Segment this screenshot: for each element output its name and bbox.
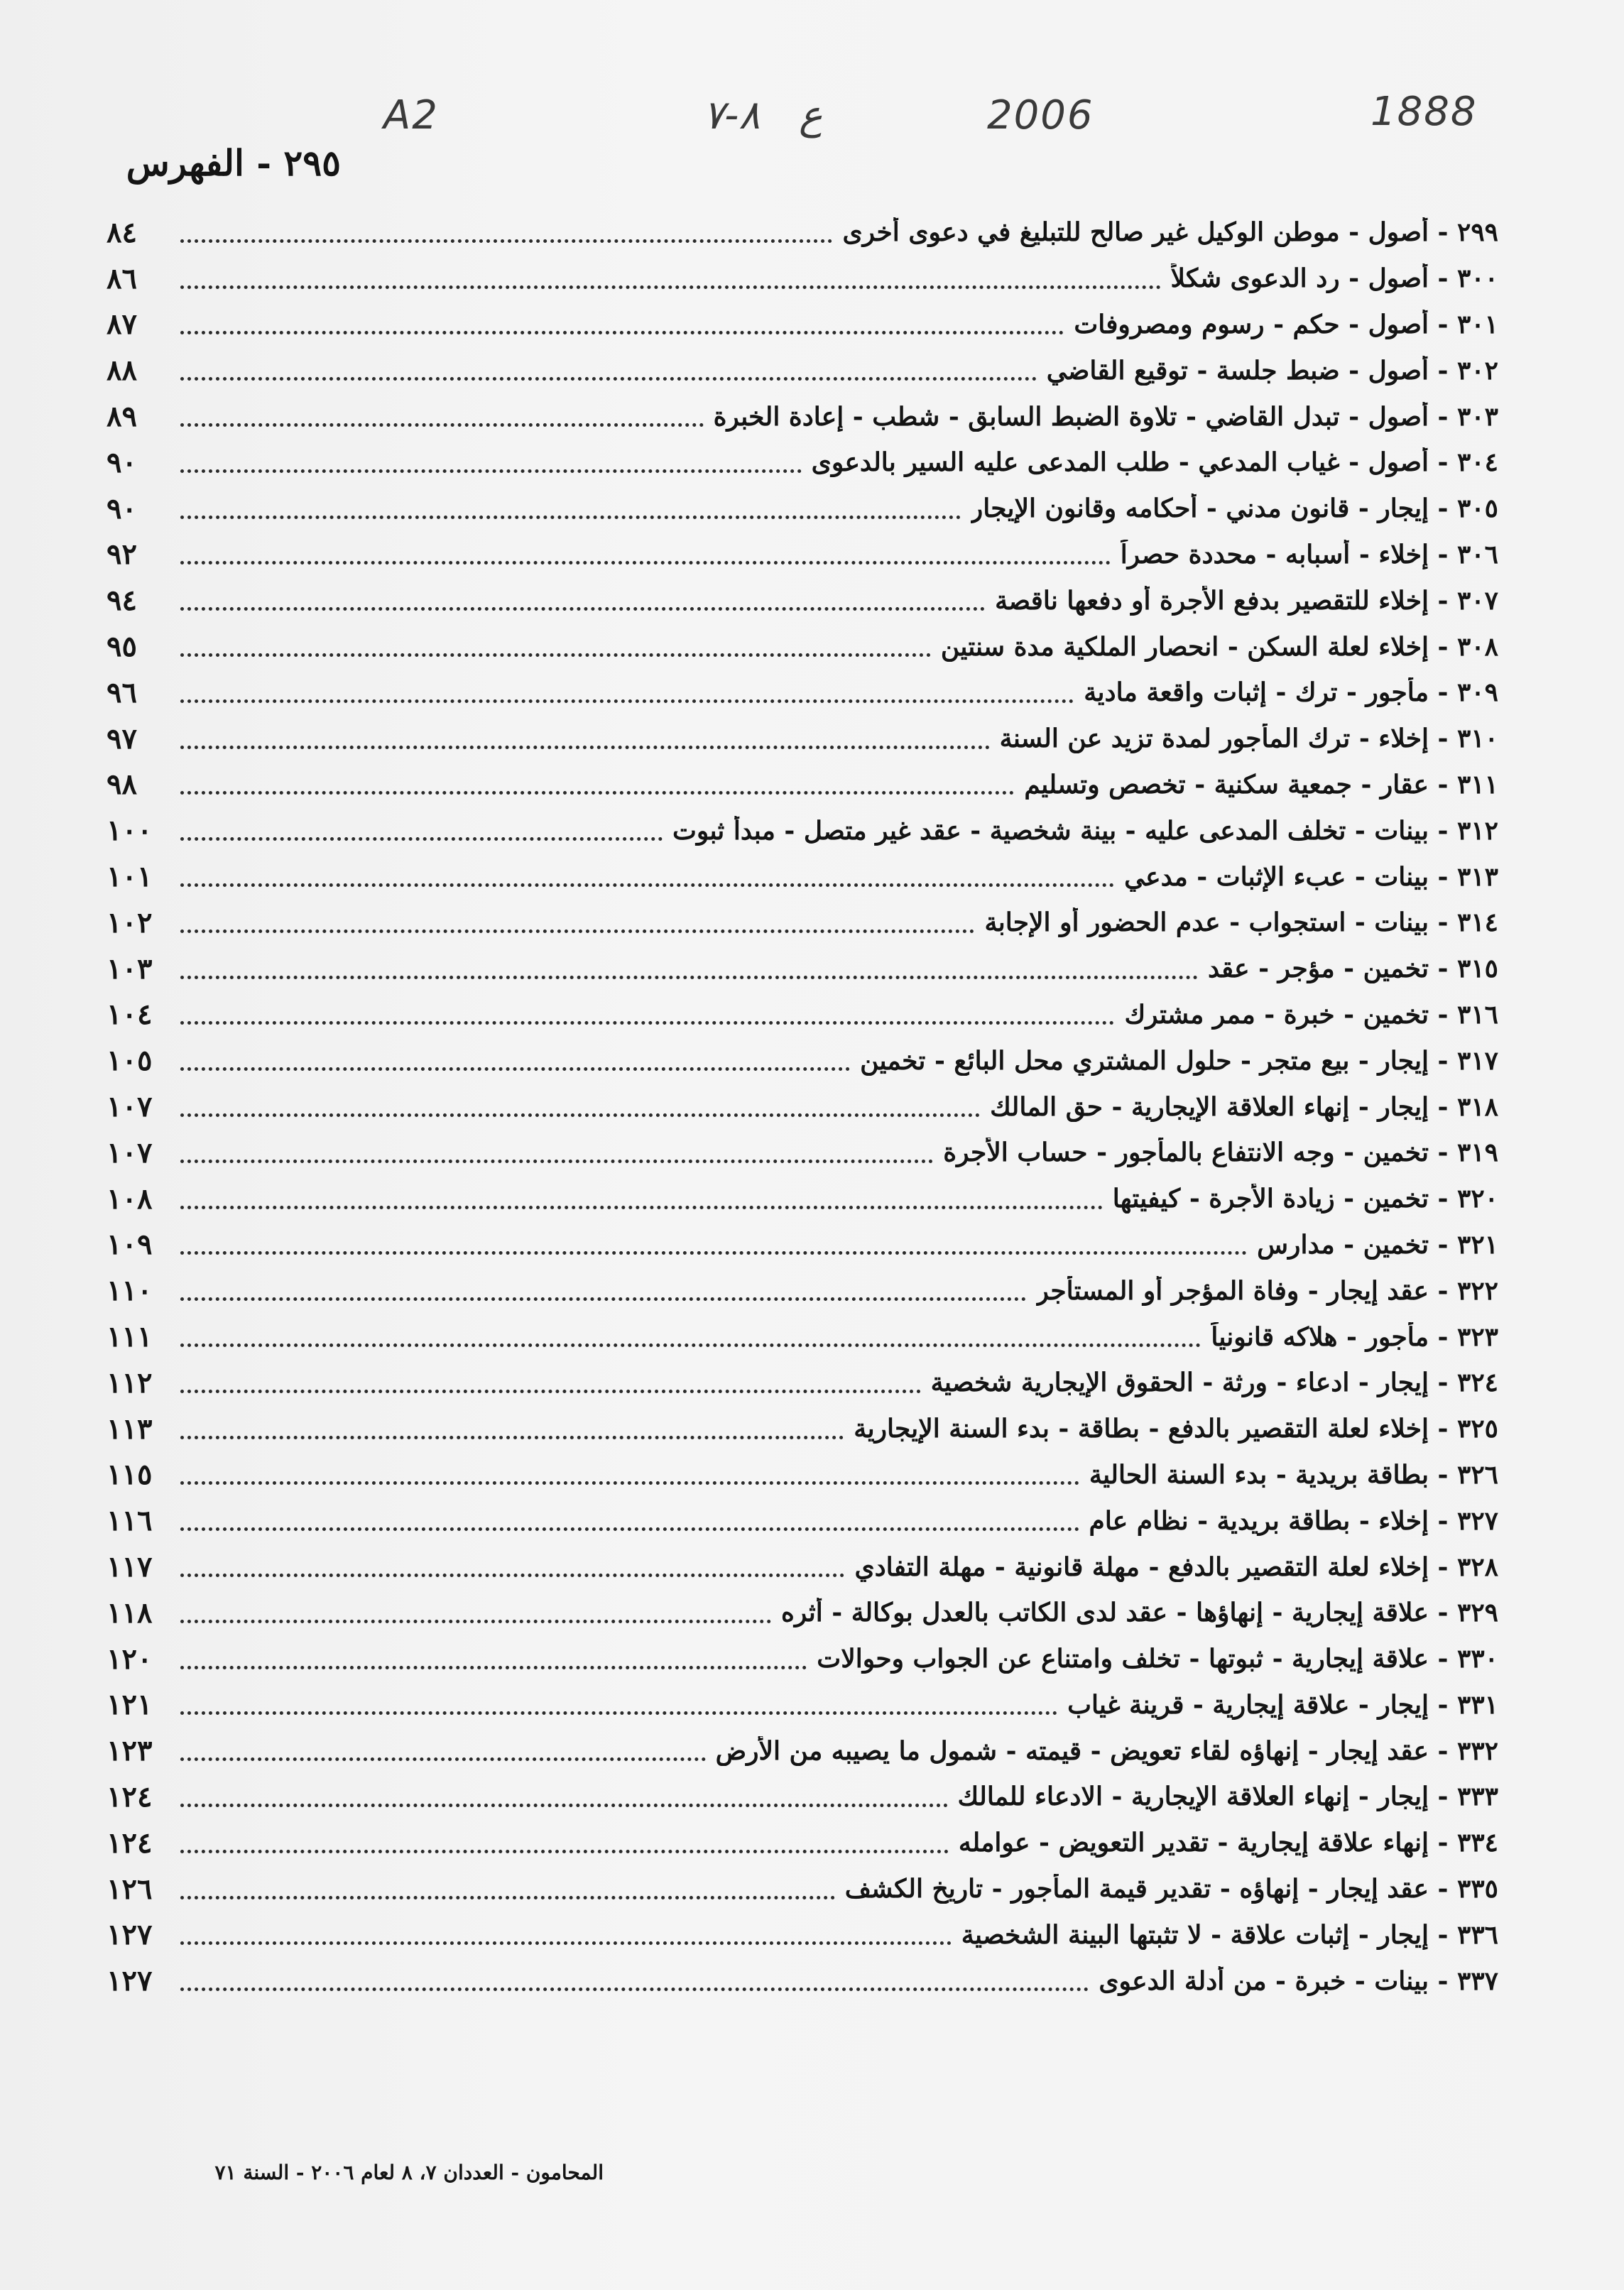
dot-leader — [180, 1732, 706, 1761]
dot-leader — [180, 1364, 921, 1393]
toc-page-number: ٩٠ — [107, 445, 137, 479]
handwritten-annotation: A2 — [383, 92, 439, 138]
toc-page-number: ٩٧ — [107, 721, 137, 756]
toc-page-number: ١٢٦ — [107, 1872, 153, 1906]
dot-leader — [180, 1686, 1057, 1715]
dot-leader — [180, 950, 1198, 979]
toc-entry-text: ٣٣٦ - إيجار - إثبات علاقة - لا تثبتها البينة الشخصية — [961, 1919, 1498, 1950]
toc-entry-text: ٣٣٣ - إيجار - إنهاء العلاقة الإيجارية - الادعاء للمالك — [957, 1782, 1498, 1812]
dot-leader — [180, 1180, 1103, 1209]
handwritten-annotation: ٨-٧ — [703, 92, 761, 138]
dot-leader — [180, 214, 832, 243]
toc-entry-text: ٣٢٢ - عقد إيجار - وفاة المؤجر أو المستأجر — [1036, 1275, 1498, 1306]
dot-leader — [180, 1594, 771, 1623]
dot-leader — [180, 582, 985, 611]
toc-entry — [107, 1084, 1498, 1130]
toc-entry-text: ٣٣١ - إيجار - علاقة إيجارية - قرينة غياب — [1067, 1689, 1498, 1720]
toc-entry-text: ٣١١ - عقار - جمعية سكنية - تخصص وتسليم — [1024, 769, 1498, 800]
toc-page-number: ١٢٤ — [107, 1826, 153, 1860]
toc-page-number: ١٢٧ — [107, 1918, 153, 1952]
page-header: ٢٩٥ - الفهرس — [126, 142, 341, 184]
toc-entry — [107, 209, 1498, 256]
toc-entry — [107, 946, 1498, 992]
toc-page-number: ١٢٣ — [107, 1734, 153, 1768]
toc-entry-text: ٣٠٨ - إخلاء لعلة السكن - انحصار الملكية مدة سنتين — [940, 631, 1498, 662]
toc-entry — [107, 762, 1498, 808]
toc-page-number: ١٢٤ — [107, 1779, 153, 1814]
toc-entry-text: ٣٣٠ - علاقة إيجارية - ثبوتها - تخلف وامتناع عن الجواب وحوالات — [817, 1644, 1498, 1674]
dot-leader — [180, 1640, 807, 1669]
dot-leader — [180, 765, 1014, 795]
toc-entry — [107, 1682, 1498, 1728]
toc-entry-text: ٣١٤ - بينات - استجواب - عدم الحضور أو الإجابة — [984, 907, 1498, 938]
toc-entry — [107, 440, 1498, 486]
toc-page-number: ١٠٥ — [107, 1044, 153, 1078]
toc-entry-text: ٣٢٩ - علاقة إيجارية - إنهاؤها - عقد لدى الكاتب بالعدل بوكالة - أثره — [781, 1598, 1498, 1628]
toc-entry — [107, 1912, 1498, 1958]
dot-leader — [180, 628, 931, 657]
toc-page-number: ١٠٨ — [107, 1182, 153, 1216]
dot-leader — [180, 1778, 948, 1807]
dot-leader — [180, 1088, 980, 1117]
dot-leader — [180, 1916, 952, 1945]
toc-page-number: ١٠٢ — [107, 905, 153, 939]
toc-entry-text: ٣٠٦ - إخلاء - أسبابه - محددة حصراً — [1120, 539, 1498, 569]
handwritten-annotation: 1888 — [1370, 89, 1478, 135]
toc-page-number: ١١٥ — [107, 1458, 153, 1492]
toc-entry — [107, 256, 1498, 302]
toc-entry — [107, 1544, 1498, 1590]
toc-entry-text: ٣١٦ - تخمين - خبرة - ممر مشترك — [1124, 999, 1498, 1030]
toc-entry — [107, 992, 1498, 1038]
dot-leader — [180, 1824, 949, 1853]
toc-entry — [107, 486, 1498, 532]
toc-entry-text: ٣٢٦ - بطاقة بريدية - بدء السنة الحالية — [1089, 1459, 1498, 1490]
toc-entry-text: ٢٩٩ - أصول - موطن الوكيل غير صالح للتبليغ في دعوى أخرى — [842, 217, 1498, 248]
toc-entry — [107, 716, 1498, 762]
toc-entry — [107, 532, 1498, 578]
toc-entry — [107, 1498, 1498, 1544]
toc-page-number: ١٠٣ — [107, 952, 153, 986]
toc-page-number: ٩٦ — [107, 675, 137, 709]
dot-leader — [180, 1502, 1079, 1531]
toc-entry-text: ٣٢٨ - إخلاء لعلة التقصير بالدفع - مهلة قانونية - مهلة التفادي — [854, 1552, 1498, 1582]
dot-leader — [180, 720, 990, 749]
toc-entry-text: ٣٣٤ - إنهاء علاقة إيجارية - تقدير التعويض - عوامله — [958, 1828, 1498, 1858]
toc-entry-text: ٣٢٧ - إخلاء - بطاقة بريدية - نظام عام — [1089, 1505, 1498, 1536]
dot-leader — [180, 1548, 844, 1577]
toc-page-number: ١٠٠ — [107, 814, 153, 848]
toc-entry-text: ٣٠٤ - أصول - غياب المدعي - طلب المدعى عليه السير بالدعوى — [811, 447, 1498, 478]
toc-page-number: ٨٩ — [107, 400, 137, 434]
toc-page-number: ٩٢ — [107, 538, 137, 572]
toc-entry — [107, 1774, 1498, 1820]
toc-page-number: ١١٣ — [107, 1412, 153, 1446]
toc-entry — [107, 623, 1498, 670]
toc-entry — [107, 347, 1498, 393]
handwritten-annotation: ع — [799, 92, 823, 138]
toc-entry — [107, 1728, 1498, 1774]
toc-entry — [107, 670, 1498, 716]
toc-entry — [107, 1636, 1498, 1682]
toc-entry — [107, 1176, 1498, 1222]
toc-page-number: ٩٤ — [107, 584, 137, 618]
dot-leader — [180, 996, 1114, 1025]
toc-entry — [107, 1222, 1498, 1268]
toc-entry-text: ٣٠٠ - أصول - رد الدعوى شكلاً — [1170, 263, 1498, 294]
toc-page-number: ١١٢ — [107, 1365, 153, 1400]
toc-entry — [107, 302, 1498, 348]
toc-entry — [107, 1452, 1498, 1498]
table-of-contents — [107, 209, 1498, 2004]
toc-page-number: ٨٤ — [107, 215, 137, 249]
dot-leader — [180, 1226, 1247, 1255]
dot-leader — [180, 398, 704, 427]
toc-page-number: ١١٨ — [107, 1596, 153, 1630]
toc-entry — [107, 854, 1498, 900]
toc-entry — [107, 393, 1498, 440]
dot-leader — [180, 444, 802, 473]
dot-leader — [180, 351, 1037, 381]
dot-leader — [180, 490, 961, 519]
toc-entry-text: ٣١٥ - تخمين - مؤجر - عقد — [1208, 954, 1498, 984]
toc-entry — [107, 1820, 1498, 1866]
dot-leader — [180, 1134, 933, 1163]
dot-leader — [180, 535, 1111, 565]
toc-entry — [107, 1314, 1498, 1360]
dot-leader — [180, 305, 1064, 334]
toc-entry-text: ٣٠١ - أصول - حكم - رسوم ومصروفات — [1074, 309, 1498, 339]
toc-entry-text: ٣١٨ - إيجار - إنهاء العلاقة الإيجارية - حق المالك — [990, 1091, 1498, 1122]
page-footer: المحامون - العددان ٧، ٨ لعام ٢٠٠٦ - السنة ٧١ — [214, 2161, 604, 2184]
toc-page-number: ١١٠ — [107, 1274, 153, 1308]
toc-entry-text: ٣٠٥ - إيجار - قانون مدني - أحكامه وقانون الإيجار — [970, 494, 1498, 524]
toc-entry-text: ٣٣٢ - عقد إيجار - إنهاؤه لقاء تعويض - قيمته - شمول ما يصيبه من الأرض — [715, 1735, 1498, 1766]
dot-leader — [180, 858, 1114, 887]
toc-page-number: ٨٦ — [107, 261, 137, 295]
toc-entry — [107, 1866, 1498, 1912]
toc-entry — [107, 1590, 1498, 1636]
dot-leader — [180, 674, 1074, 703]
dot-leader — [180, 260, 1161, 289]
dot-leader — [180, 1456, 1079, 1485]
toc-page-number: ١٠١ — [107, 860, 153, 894]
toc-entry-text: ٣٢٣ - مأجور - هلاكه قانونياً — [1211, 1321, 1498, 1352]
toc-page-number: ٨٧ — [107, 307, 137, 342]
toc-page-number: ١٢٠ — [107, 1642, 153, 1676]
dot-leader — [180, 1318, 1201, 1347]
toc-entry — [107, 807, 1498, 854]
toc-page-number: ١٠٤ — [107, 998, 153, 1032]
toc-entry — [107, 1958, 1498, 2004]
toc-entry-text: ٣٢٠ - تخمين - زيادة الأجرة - كيفيتها — [1112, 1184, 1498, 1214]
dot-leader — [180, 812, 663, 841]
toc-page-number: ١٠٩ — [107, 1228, 153, 1262]
toc-entry — [107, 1406, 1498, 1452]
dot-leader — [180, 1962, 1089, 1991]
toc-entry — [107, 1130, 1498, 1176]
toc-entry-text: ٣٢٤ - إيجار - ادعاء - ورثة - الحقوق الإيجارية شخصية — [930, 1368, 1498, 1398]
toc-entry-text: ٣١٠ - إخلاء - ترك المأجور لمدة تزيد عن السنة — [999, 724, 1498, 754]
toc-page-number: ١٢٧ — [107, 1964, 153, 1998]
toc-entry-text: ٣١٢ - بينات - تخلف المدعى عليه - بينة شخصية - عقد غير متصل - مبدأ ثبوت — [672, 815, 1498, 846]
toc-entry-text: ٣٣٥ - عقد إيجار - إنهاؤه - تقدير قيمة المأجور - تاريخ الكشف — [844, 1874, 1498, 1904]
toc-entry-text: ٣٠٣ - أصول - تبدل القاضي - تلاوة الضبط السابق - شطب - إعادة الخبرة — [713, 401, 1498, 432]
toc-entry — [107, 900, 1498, 946]
toc-page-number: ١٠٧ — [107, 1090, 153, 1124]
toc-page-number: ١٠٧ — [107, 1135, 153, 1169]
dot-leader — [180, 1870, 835, 1899]
toc-page-number: ١١٧ — [107, 1550, 153, 1583]
toc-page-number: ١١٦ — [107, 1504, 153, 1538]
toc-page-number: ٩٨ — [107, 768, 137, 802]
handwritten-annotation: 2006 — [987, 92, 1094, 138]
toc-entry — [107, 1267, 1498, 1314]
toc-page-number: ٨٨ — [107, 354, 137, 388]
toc-entry — [107, 577, 1498, 623]
toc-entry — [107, 1037, 1498, 1084]
toc-entry — [107, 1360, 1498, 1406]
toc-entry-text: ٣١٣ - بينات - عبء الإثبات - مدعي — [1124, 861, 1498, 892]
toc-entry-text: ٣٢٥ - إخلاء لعلة التقصير بالدفع - بطاقة - بدء السنة الإيجارية — [854, 1414, 1498, 1444]
toc-entry-text: ٣٠٧ - إخلاء للتقصير بدفع الأجرة أو دفعها ناقصة — [995, 585, 1498, 616]
toc-entry-text: ٣١٧ - إيجار - بيع متجر - حلول المشتري محل البائع - تخمين — [860, 1045, 1498, 1076]
toc-entry-text: ٣٠٢ - أصول - ضبط جلسة - توقيع القاضي — [1046, 355, 1498, 386]
dot-leader — [180, 1042, 850, 1071]
toc-page-number: ١١١ — [107, 1320, 153, 1354]
toc-entry-text: ٣١٩ - تخمين - وجه الانتفاع بالمأجور - حساب الأجرة — [943, 1138, 1498, 1168]
toc-entry-text: ٣٢١ - تخمين - مدارس — [1257, 1229, 1498, 1260]
toc-page-number: ٩٥ — [107, 630, 137, 664]
toc-entry-text: ٣٣٧ - بينات - خبرة - من أدلة الدعوى — [1099, 1965, 1498, 1996]
toc-page-number: ١٢١ — [107, 1688, 153, 1722]
toc-page-number: ٩٠ — [107, 491, 137, 525]
dot-leader — [180, 904, 974, 933]
toc-entry-text: ٣٠٩ - مأجور - ترك - إثبات واقعة مادية — [1084, 677, 1498, 708]
dot-leader — [180, 1410, 844, 1439]
dot-leader — [180, 1272, 1026, 1301]
